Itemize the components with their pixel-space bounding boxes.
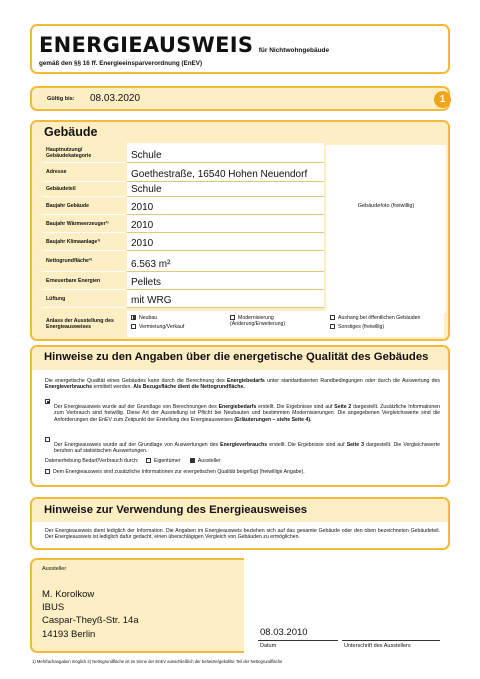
value-year-aircon: 2010 bbox=[127, 233, 324, 251]
value-usage: Schule bbox=[127, 143, 324, 163]
validity-date: 08.03.2020 bbox=[90, 93, 141, 104]
label-usage: Hauptnutzung/ Gebäudekategorie bbox=[43, 143, 125, 163]
issuer-section bbox=[30, 558, 450, 653]
usage-section bbox=[30, 497, 450, 550]
occasion-new[interactable] bbox=[131, 315, 157, 321]
quality-intro: Die energetische Qualität eines Gebäudes kann durch die Berechnung des Energiebedarfs unter standardisierten Randbedingungen oder durch die Auswertung des Energieverbrauchs ermittelt werden. Als Bezugsfläche dient die Nettogrundfläche. bbox=[45, 378, 440, 391]
value-floor-area: 6.563 m² bbox=[127, 251, 324, 272]
footnote: 1) Mehrfachangaben möglich 2) Nettogrundfläche ist im Sinne der EnEV ausschließlich der beheizte/gekühlte Teil der Nettogrundfläche bbox=[32, 659, 283, 664]
label-building-part: Gebäudeteil bbox=[43, 182, 125, 197]
photo-area bbox=[326, 145, 446, 313]
occasion-public-label: Aushang bei öffentlichen Gebäuden bbox=[338, 315, 421, 321]
occasion-modernization[interactable] bbox=[230, 315, 320, 327]
issuer-street: Caspar-Theyß-Str. 14a bbox=[42, 615, 139, 627]
quality-option-consumption[interactable]: Der Energieausweis wurde auf der Grundlage von Auswertungen des Energieverbrauchs erstellt. Die Ergebnisse sind auf Seite 3 dargestellt. Die Vergleichswerte beruhen auf statistischen Auswertungen. bbox=[45, 436, 440, 455]
issuer-company: IBUS bbox=[42, 602, 65, 614]
label-occasion: Anlass der Ausstellung des Energieausweises bbox=[43, 311, 125, 337]
date-label: Datum bbox=[260, 643, 277, 649]
issuer-name: M. Korolkow bbox=[42, 589, 95, 600]
data-owner-label: Eigentümer bbox=[153, 458, 181, 464]
checkbox-public[interactable] bbox=[330, 315, 335, 320]
data-source-label: Datenerhebung Bedarf/Verbrauch durch: bbox=[45, 458, 139, 464]
occasion-other-label: Sonstiges (freiwillig) bbox=[338, 324, 385, 330]
page-number-badge bbox=[434, 91, 451, 108]
label-renewables: Erneuerbare Energien bbox=[43, 272, 125, 290]
checkbox-attachment[interactable] bbox=[45, 469, 50, 474]
signature-line[interactable] bbox=[342, 640, 440, 641]
attachment-label: Dem Energieausweis sind zusätzliche Informationen zur energetischen Qualität beigefügt (freiwillige Angabe). bbox=[53, 469, 305, 475]
usage-title: Hinweise zur Verwendung des Energieausweises bbox=[44, 504, 308, 516]
checkbox-rent[interactable] bbox=[131, 324, 136, 329]
value-year-building: 2010 bbox=[127, 197, 324, 215]
validity-bar bbox=[30, 86, 450, 111]
value-ventilation: mit WRG bbox=[127, 290, 324, 308]
occasion-options bbox=[127, 311, 444, 337]
date-signature-area bbox=[244, 558, 450, 653]
building-title: Gebäude bbox=[44, 125, 98, 139]
occasion-new-label: Neubau bbox=[139, 315, 158, 321]
data-source-row bbox=[45, 458, 221, 464]
label-year-building: Baujahr Gebäude bbox=[43, 197, 125, 215]
checkbox-owner[interactable] bbox=[146, 458, 151, 463]
occasion-modernization-label: Modernisierung (Änderung/Erweiterung) bbox=[230, 315, 286, 328]
document-title: ENERGIEAUSWEIS bbox=[39, 33, 254, 57]
checkbox-other[interactable] bbox=[330, 324, 335, 329]
quality-title: Hinweise zu den Angaben über die energetische Qualität des Gebäudes bbox=[44, 351, 429, 363]
label-year-heater: Baujahr Wärmeerzeuger¹⁾ bbox=[43, 215, 125, 233]
value-building-part: Schule bbox=[127, 182, 324, 197]
issuer-label: Aussteller bbox=[42, 566, 67, 572]
checkbox-consumption[interactable] bbox=[45, 437, 50, 442]
value-year-heater: 2010 bbox=[127, 215, 324, 233]
quality-section bbox=[30, 345, 450, 487]
quality-option-demand[interactable]: Der Energieausweis wurde auf der Grundlage von Berechnungen des Energiebedarfs erstellt. Die Ergebnisse sind auf Seite 2 dargestellt. Zusätzliche Informationen zum Verbrauch sind freiwillig. Diese Art der Ausstellung ist Pflicht bei Neubauten und bestimmten Modernisierungen. Die angegebenen Vergleichswerte sind die Anforderungen der EnEV zum Zeitpunkt der Erstellung des Energieausweises (Erläuterungen – siehe Seite 4). bbox=[45, 398, 440, 423]
date-line bbox=[258, 640, 338, 641]
legal-basis: gemäß den §§ 16 ff. Energieeinsparverordnung (EnEV) bbox=[39, 60, 203, 67]
validity-label: Gültig bis: bbox=[47, 96, 75, 102]
label-year-aircon: Baujahr Klimaanlage¹⁾ bbox=[43, 233, 125, 251]
occasion-rent-label: Vermietung/Verkauf bbox=[139, 324, 185, 330]
header-title-row bbox=[39, 33, 329, 57]
issue-date: 08.03.2010 bbox=[260, 627, 308, 638]
label-ventilation: Lüftung bbox=[43, 290, 125, 308]
issuer-address bbox=[42, 588, 139, 641]
label-floor-area: Nettogrundfläche²⁾ bbox=[43, 251, 125, 272]
attachment-row[interactable] bbox=[45, 469, 305, 475]
occasion-public[interactable] bbox=[330, 315, 420, 321]
occasion-rent[interactable] bbox=[131, 324, 184, 330]
usage-text: Der Energieausweis dient lediglich der Information. Die Angaben im Energieausweis beziehen sich auf das gesamte Gebäude oder den oben bezeichneten Gebäudeteil. Der Energieausweis ist lediglich dafür gedacht, einen überschlägigen Vergleich von Gebäuden zu ermöglichen. bbox=[45, 528, 440, 541]
checkbox-new[interactable] bbox=[131, 315, 136, 320]
issuer-city: 14193 Berlin bbox=[42, 628, 96, 640]
signature-label: Unterschrift des Ausstellers bbox=[344, 643, 411, 649]
occasion-other[interactable] bbox=[330, 324, 384, 330]
label-address: Adresse bbox=[43, 163, 125, 182]
value-address: Goethestraße, 16540 Hohen Neuendorf bbox=[127, 163, 324, 182]
data-issuer-label: Aussteller bbox=[197, 458, 221, 464]
value-renewables: Pellets bbox=[127, 272, 324, 290]
checkbox-issuer[interactable] bbox=[190, 458, 195, 463]
checkbox-modernization[interactable] bbox=[230, 315, 235, 320]
photo-label: Gebäudefoto (freiwillig) bbox=[357, 203, 415, 209]
checkbox-demand[interactable] bbox=[45, 399, 50, 404]
document-subtitle: für Nichtwohngebäude bbox=[258, 47, 330, 54]
header-box bbox=[30, 24, 450, 74]
page-number: 1 bbox=[439, 94, 446, 105]
